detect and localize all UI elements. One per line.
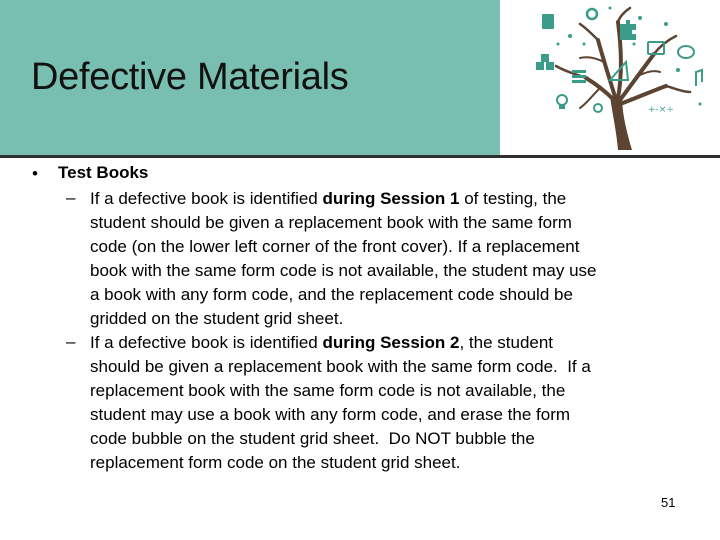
text-line xyxy=(90,331,705,355)
sub-item-session-2 xyxy=(90,331,705,475)
page-number: 51 xyxy=(661,495,676,510)
list-icon xyxy=(572,70,586,83)
text-line xyxy=(90,307,705,331)
music-note-icon xyxy=(696,70,702,86)
sub-item-dash-1: – xyxy=(66,188,76,207)
text-line xyxy=(90,259,705,283)
microscope-icon xyxy=(587,9,597,19)
text-run: should be given a replacement book with the same form code. If a xyxy=(90,357,591,376)
circle-icon xyxy=(594,104,602,112)
light-bulb-icon xyxy=(557,95,567,109)
sub-item-dash-2: – xyxy=(66,332,76,351)
text-run: code (on the lower left corner of the front cover). If a replacement xyxy=(90,237,580,256)
text-run: student should be given a replacement book with the same form xyxy=(90,213,572,232)
text-run: If a defective book is identified xyxy=(90,333,323,352)
text-run: book with the same form code is not available, the student may use xyxy=(90,261,597,280)
math-symbols-icon: +-×÷ xyxy=(648,105,674,115)
text-run: of testing, the xyxy=(459,189,567,208)
bullet-dot: • xyxy=(32,164,38,183)
calculator-icon xyxy=(542,14,554,29)
abc-blocks-icon xyxy=(536,54,554,70)
text-line xyxy=(90,235,705,259)
bold-text: during Session 1 xyxy=(322,189,460,208)
text-run: student may use a book with any form code, and erase the form xyxy=(90,405,571,424)
text-run: a book with any form code, and the replacement code should be xyxy=(90,285,573,304)
text-run: If a defective book is identified xyxy=(90,189,323,208)
text-line xyxy=(90,403,705,427)
learning-tree-logo xyxy=(500,0,720,156)
text-line xyxy=(90,451,705,475)
text-line xyxy=(90,211,705,235)
puzzle-icon xyxy=(620,20,636,40)
page-title: Defective Materials xyxy=(31,56,349,98)
text-run: replacement form code on the student grid sheet. xyxy=(90,453,461,472)
text-run: code bubble on the student grid sheet. Do NOT bubble the xyxy=(90,429,535,448)
sub-item-session-1 xyxy=(90,187,705,331)
text-line xyxy=(90,355,705,379)
text-run: , the student xyxy=(459,333,554,352)
text-line xyxy=(90,187,705,211)
bullet-label-test-books: Test Books xyxy=(58,163,149,182)
text-run: gridded on the student grid sheet. xyxy=(90,309,344,328)
bold-text: during Session 2 xyxy=(322,333,460,352)
text-run: replacement book with the same form code is not available, the xyxy=(90,381,566,400)
text-line xyxy=(90,427,705,451)
text-line xyxy=(90,283,705,307)
paint-palette-icon xyxy=(678,46,694,58)
text-line xyxy=(90,379,705,403)
